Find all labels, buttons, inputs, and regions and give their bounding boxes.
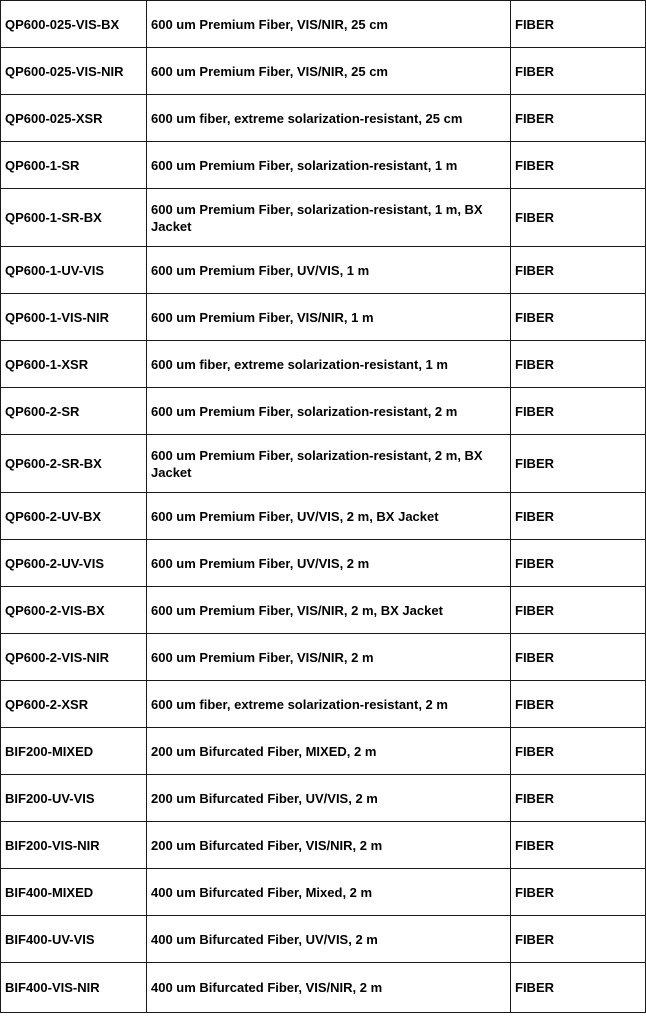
description-cell: 600 um Premium Fiber, UV/VIS, 1 m bbox=[147, 247, 511, 294]
table-row bbox=[1, 869, 646, 916]
description-cell: 600 um Premium Fiber, solarization-resistant, 1 m, BX Jacket bbox=[147, 189, 511, 247]
category-cell: FIBER bbox=[511, 634, 646, 681]
description-cell: 200 um Bifurcated Fiber, VIS/NIR, 2 m bbox=[147, 822, 511, 869]
part-number-cell: QP600-1-XSR bbox=[1, 341, 147, 388]
table-row bbox=[1, 963, 646, 1013]
category-cell: FIBER bbox=[511, 48, 646, 95]
category-cell: FIBER bbox=[511, 189, 646, 247]
table-row bbox=[1, 294, 646, 341]
category-cell: FIBER bbox=[511, 493, 646, 540]
table-row bbox=[1, 95, 646, 142]
category-cell: FIBER bbox=[511, 822, 646, 869]
category-cell: FIBER bbox=[511, 294, 646, 341]
description-cell: 600 um Premium Fiber, solarization-resistant, 2 m bbox=[147, 388, 511, 435]
product-table-body bbox=[1, 1, 646, 1013]
table-row bbox=[1, 728, 646, 775]
part-number-cell: QP600-2-XSR bbox=[1, 681, 147, 728]
table-row bbox=[1, 1, 646, 48]
table-row bbox=[1, 587, 646, 634]
part-number-cell: QP600-2-UV-VIS bbox=[1, 540, 147, 587]
description-cell: 600 um fiber, extreme solarization-resistant, 25 cm bbox=[147, 95, 511, 142]
part-number-cell: QP600-025-VIS-BX bbox=[1, 1, 147, 48]
description-cell: 600 um Premium Fiber, VIS/NIR, 1 m bbox=[147, 294, 511, 341]
part-number-cell: BIF200-MIXED bbox=[1, 728, 147, 775]
description-cell: 200 um Bifurcated Fiber, UV/VIS, 2 m bbox=[147, 775, 511, 822]
description-cell: 600 um Premium Fiber, UV/VIS, 2 m bbox=[147, 540, 511, 587]
part-number-cell: QP600-2-SR bbox=[1, 388, 147, 435]
part-number-cell: QP600-025-VIS-NIR bbox=[1, 48, 147, 95]
description-cell: 600 um Premium Fiber, VIS/NIR, 25 cm bbox=[147, 1, 511, 48]
part-number-cell: BIF200-UV-VIS bbox=[1, 775, 147, 822]
category-cell: FIBER bbox=[511, 388, 646, 435]
category-cell: FIBER bbox=[511, 540, 646, 587]
category-cell: FIBER bbox=[511, 916, 646, 963]
table-row bbox=[1, 435, 646, 493]
description-cell: 600 um Premium Fiber, solarization-resistant, 1 m bbox=[147, 142, 511, 189]
description-cell: 600 um Premium Fiber, solarization-resistant, 2 m, BX Jacket bbox=[147, 435, 511, 493]
category-cell: FIBER bbox=[511, 963, 646, 1013]
category-cell: FIBER bbox=[511, 341, 646, 388]
table-row bbox=[1, 634, 646, 681]
table-row bbox=[1, 247, 646, 294]
description-cell: 400 um Bifurcated Fiber, Mixed, 2 m bbox=[147, 869, 511, 916]
part-number-cell: QP600-2-UV-BX bbox=[1, 493, 147, 540]
description-cell: 400 um Bifurcated Fiber, VIS/NIR, 2 m bbox=[147, 963, 511, 1013]
category-cell: FIBER bbox=[511, 869, 646, 916]
description-cell: 200 um Bifurcated Fiber, MIXED, 2 m bbox=[147, 728, 511, 775]
category-cell: FIBER bbox=[511, 142, 646, 189]
part-number-cell: QP600-2-VIS-NIR bbox=[1, 634, 147, 681]
part-number-cell: QP600-1-SR-BX bbox=[1, 189, 147, 247]
category-cell: FIBER bbox=[511, 247, 646, 294]
category-cell: FIBER bbox=[511, 435, 646, 493]
part-number-cell: QP600-025-XSR bbox=[1, 95, 147, 142]
part-number-cell: QP600-1-VIS-NIR bbox=[1, 294, 147, 341]
description-cell: 600 um Premium Fiber, VIS/NIR, 2 m bbox=[147, 634, 511, 681]
part-number-cell: BIF400-UV-VIS bbox=[1, 916, 147, 963]
table-row bbox=[1, 493, 646, 540]
table-row bbox=[1, 916, 646, 963]
category-cell: FIBER bbox=[511, 95, 646, 142]
description-cell: 600 um Premium Fiber, VIS/NIR, 2 m, BX Jacket bbox=[147, 587, 511, 634]
part-number-cell: BIF400-VIS-NIR bbox=[1, 963, 147, 1013]
part-number-cell: BIF200-VIS-NIR bbox=[1, 822, 147, 869]
category-cell: FIBER bbox=[511, 587, 646, 634]
table-row bbox=[1, 341, 646, 388]
category-cell: FIBER bbox=[511, 1, 646, 48]
description-cell: 600 um Premium Fiber, UV/VIS, 2 m, BX Jacket bbox=[147, 493, 511, 540]
part-number-cell: QP600-2-VIS-BX bbox=[1, 587, 147, 634]
description-cell: 600 um Premium Fiber, VIS/NIR, 25 cm bbox=[147, 48, 511, 95]
description-cell: 600 um fiber, extreme solarization-resistant, 2 m bbox=[147, 681, 511, 728]
table-row bbox=[1, 48, 646, 95]
description-cell: 600 um fiber, extreme solarization-resistant, 1 m bbox=[147, 341, 511, 388]
category-cell: FIBER bbox=[511, 775, 646, 822]
table-row bbox=[1, 142, 646, 189]
part-number-cell: QP600-2-SR-BX bbox=[1, 435, 147, 493]
description-cell: 400 um Bifurcated Fiber, UV/VIS, 2 m bbox=[147, 916, 511, 963]
part-number-cell: BIF400-MIXED bbox=[1, 869, 147, 916]
category-cell: FIBER bbox=[511, 681, 646, 728]
category-cell: FIBER bbox=[511, 728, 646, 775]
table-row bbox=[1, 540, 646, 587]
table-row bbox=[1, 775, 646, 822]
table-row bbox=[1, 189, 646, 247]
table-row bbox=[1, 388, 646, 435]
part-number-cell: QP600-1-UV-VIS bbox=[1, 247, 147, 294]
table-row bbox=[1, 681, 646, 728]
table-row bbox=[1, 822, 646, 869]
part-number-cell: QP600-1-SR bbox=[1, 142, 147, 189]
